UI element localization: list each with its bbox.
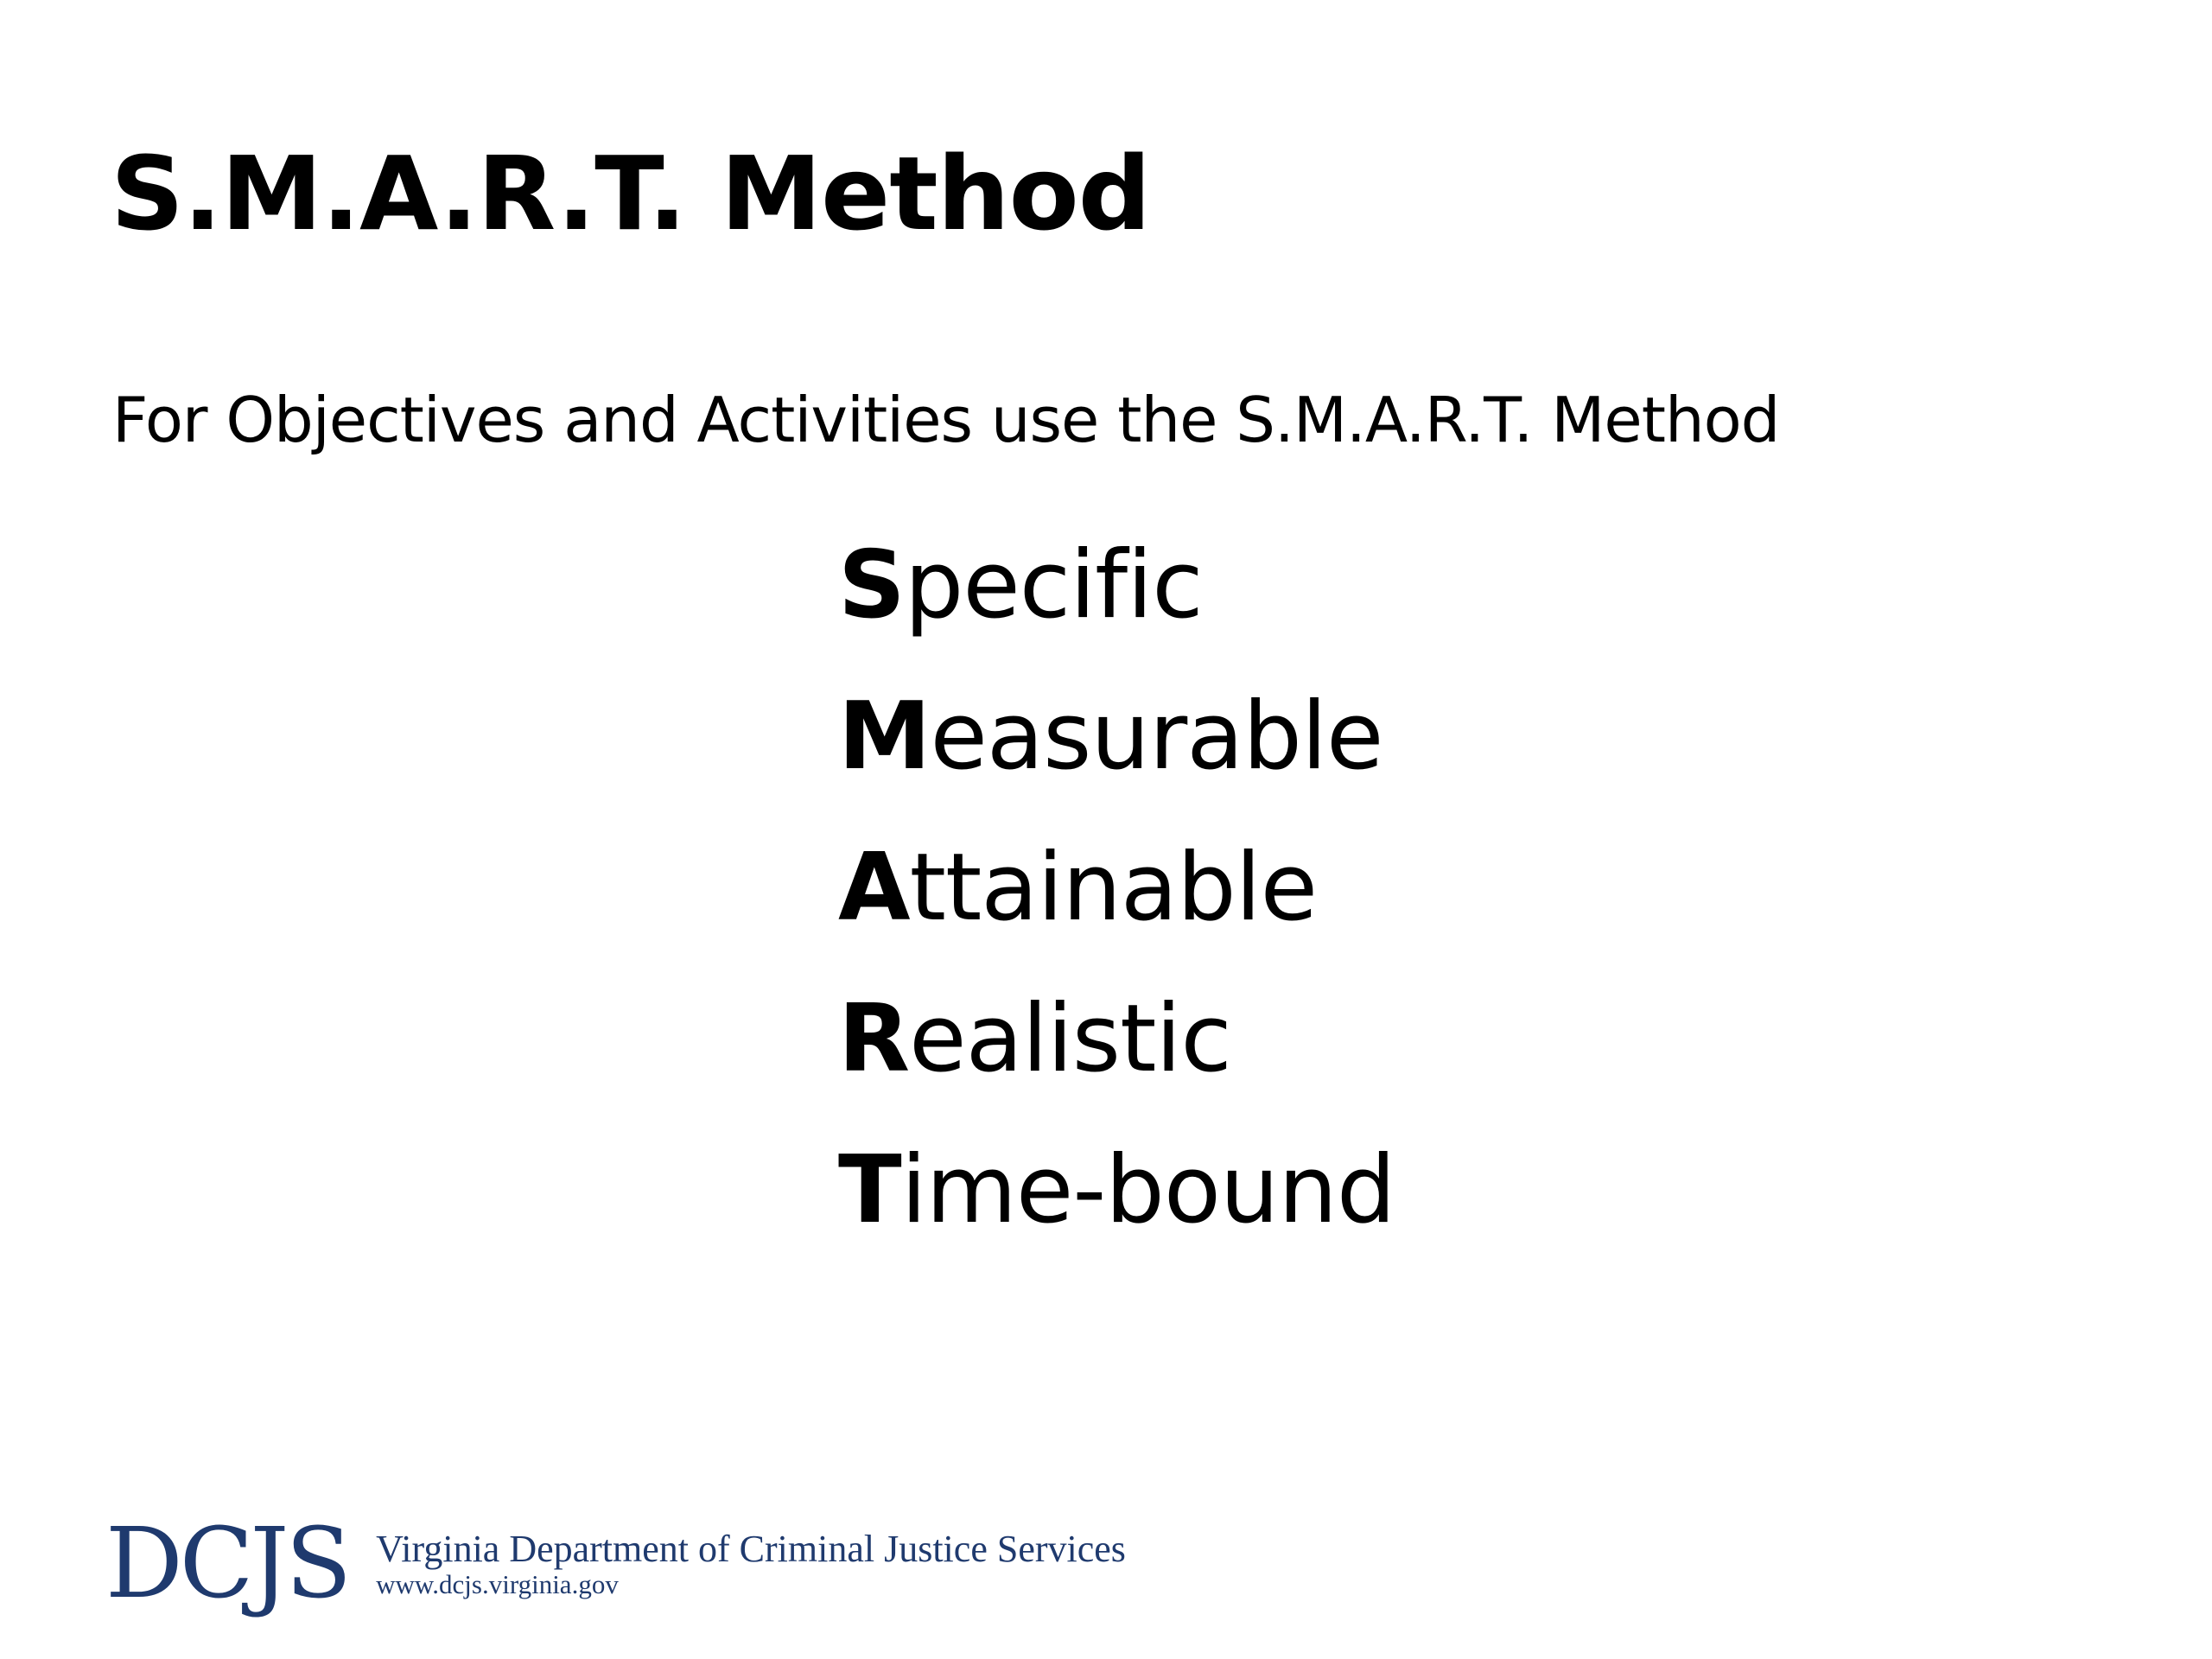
smart-item-attainable bbox=[838, 812, 1395, 963]
organization-url: www.dcjs.virginia.gov bbox=[376, 1569, 619, 1600]
slide-title: S.M.A.R.T. Method bbox=[111, 134, 1151, 253]
dcjs-logo-mark: DCJS bbox=[105, 1508, 349, 1620]
smart-letter: S bbox=[838, 531, 905, 639]
smart-item-realistic bbox=[838, 963, 1395, 1115]
smart-item-measurable bbox=[838, 661, 1395, 812]
smart-word-rest: ttainable bbox=[909, 834, 1318, 942]
slide-subtitle: For Objectives and Activities use the S.M.A.R.T. Method bbox=[112, 384, 1780, 456]
smart-item-time-bound bbox=[838, 1115, 1395, 1266]
smart-letter: T bbox=[838, 1136, 901, 1244]
smart-letter: M bbox=[838, 683, 931, 791]
smart-word-rest: ealistic bbox=[909, 985, 1231, 1093]
organization-name: Virginia Department of Criminal Justice Services bbox=[376, 1527, 1126, 1570]
smart-letter: R bbox=[838, 985, 910, 1093]
smart-word-rest: easurable bbox=[930, 683, 1383, 791]
smart-item-specific bbox=[838, 510, 1395, 661]
smart-word-rest: pecific bbox=[904, 531, 1203, 639]
logo-text bbox=[376, 1529, 1126, 1599]
footer-logo bbox=[105, 1508, 1126, 1620]
smart-letter: A bbox=[838, 834, 910, 942]
smart-list bbox=[838, 510, 1395, 1266]
smart-word-rest: ime-bound bbox=[900, 1136, 1395, 1244]
